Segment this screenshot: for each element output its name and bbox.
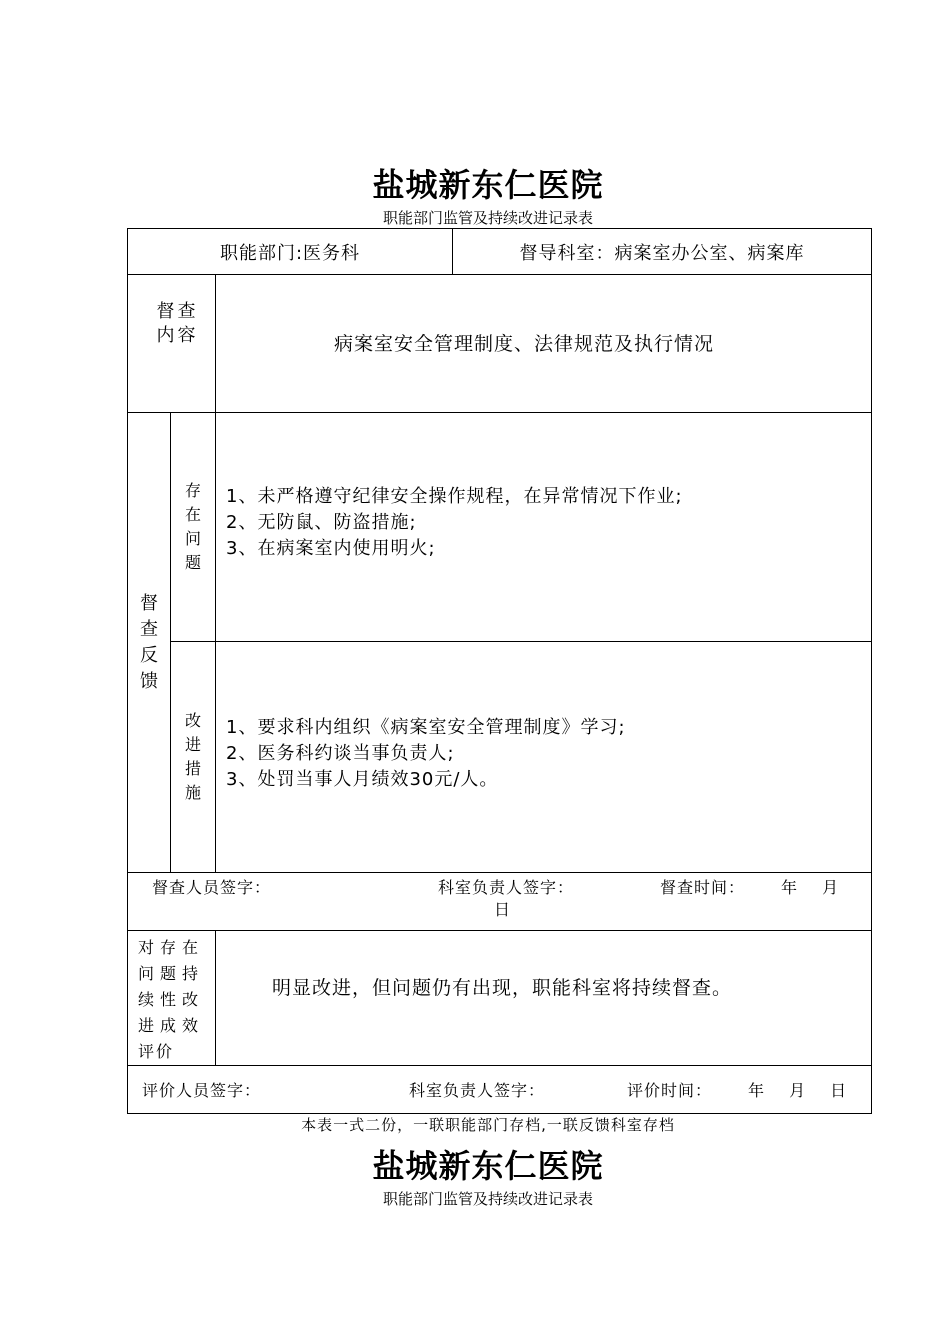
month-label: 月 <box>822 878 840 897</box>
inspector-sign-label: 督查人员签字： <box>152 878 272 897</box>
problems-char: 存 <box>184 481 201 500</box>
evaluation-sign-row <box>128 1066 872 1114</box>
dept-cell <box>128 229 453 275</box>
form-subtitle-repeat: 职能部门监管及持续改进记录表 <box>382 1190 593 1208</box>
evaluation-label-line: 评价 <box>138 1042 175 1061</box>
measures-char: 措 <box>184 759 201 778</box>
feedback-char: 查 <box>140 618 158 640</box>
inspection-content-text: 病案室安全管理制度、法律规范及执行情况 <box>334 333 715 355</box>
measures-char: 进 <box>184 735 201 754</box>
supervised-dept-label: 督导科室：病案室办公室、病案库 <box>519 242 805 264</box>
year-label: 年 <box>781 878 799 897</box>
eval-day-label: 日 <box>830 1081 848 1100</box>
inspection-time-label: 督查时间： <box>660 878 746 897</box>
measures-label-cell <box>171 642 216 873</box>
evaluation-cell <box>216 931 872 1066</box>
footer-note: 本表一式二份，一联职能部门存档,一联反馈科室存档 <box>301 1116 675 1134</box>
feedback-char: 反 <box>140 644 158 666</box>
evaluation-label-line: 对存在 <box>138 938 205 957</box>
dept-head-sign-label: 科室负责人签字： <box>438 878 575 897</box>
measure-item: 1、要求科内组织《病案室安全管理制度》学习; <box>226 717 626 738</box>
problems-char: 题 <box>184 553 201 572</box>
inspection-content-label-2: 内容 <box>156 324 199 346</box>
inspection-sign-row <box>128 873 872 931</box>
eval-dept-head-sign-label: 科室负责人签字： <box>409 1081 546 1100</box>
evaluation-text: 明显改进，但问题仍有出现，职能科室将持续督查。 <box>272 976 733 999</box>
problems-cell <box>216 413 872 642</box>
measures-cell <box>216 642 872 873</box>
problem-item: 2、无防鼠、防盗措施; <box>226 512 417 533</box>
evaluation-label-line: 续性改 <box>138 990 205 1009</box>
problems-char: 问 <box>184 529 201 548</box>
form-subtitle: 职能部门监管及持续改进记录表 <box>382 209 593 227</box>
measures-char: 改 <box>184 711 201 730</box>
problem-item: 1、未严格遵守纪律安全操作规程，在异常情况下作业; <box>226 486 683 507</box>
inspection-content-label-cell <box>128 275 216 413</box>
problems-char: 在 <box>184 505 201 524</box>
eval-month-label: 月 <box>789 1081 807 1100</box>
evaluation-label-line: 问题持 <box>138 964 205 983</box>
evaluation-label-cell <box>128 931 216 1066</box>
measures-char: 施 <box>184 783 201 802</box>
measure-item: 3、处罚当事人月绩效30元/人。 <box>226 769 499 790</box>
hospital-title: 盐城新东仁医院 <box>372 166 604 204</box>
evaluation-time-label: 评价时间： <box>627 1081 713 1100</box>
hospital-title-repeat: 盐城新东仁医院 <box>372 1147 604 1185</box>
measure-item: 2、医务科约谈当事负责人; <box>226 743 455 764</box>
inspection-content-label-1: 督查 <box>156 300 199 322</box>
problem-item: 3、在病案室内使用明火; <box>226 538 436 559</box>
record-form-table <box>127 228 872 1114</box>
evaluator-sign-label: 评价人员签字： <box>142 1081 262 1100</box>
problems-label-cell <box>171 413 216 642</box>
feedback-char: 馈 <box>140 670 158 692</box>
day-label: 日 <box>494 900 512 919</box>
evaluation-label-line: 进成效 <box>138 1016 205 1035</box>
supervised-cell <box>453 229 872 275</box>
feedback-char: 督 <box>140 592 158 614</box>
inspection-content-cell <box>216 275 872 413</box>
feedback-label-cell <box>128 413 171 873</box>
eval-year-label: 年 <box>748 1081 766 1100</box>
dept-label: 职能部门:医务科 <box>219 242 361 264</box>
